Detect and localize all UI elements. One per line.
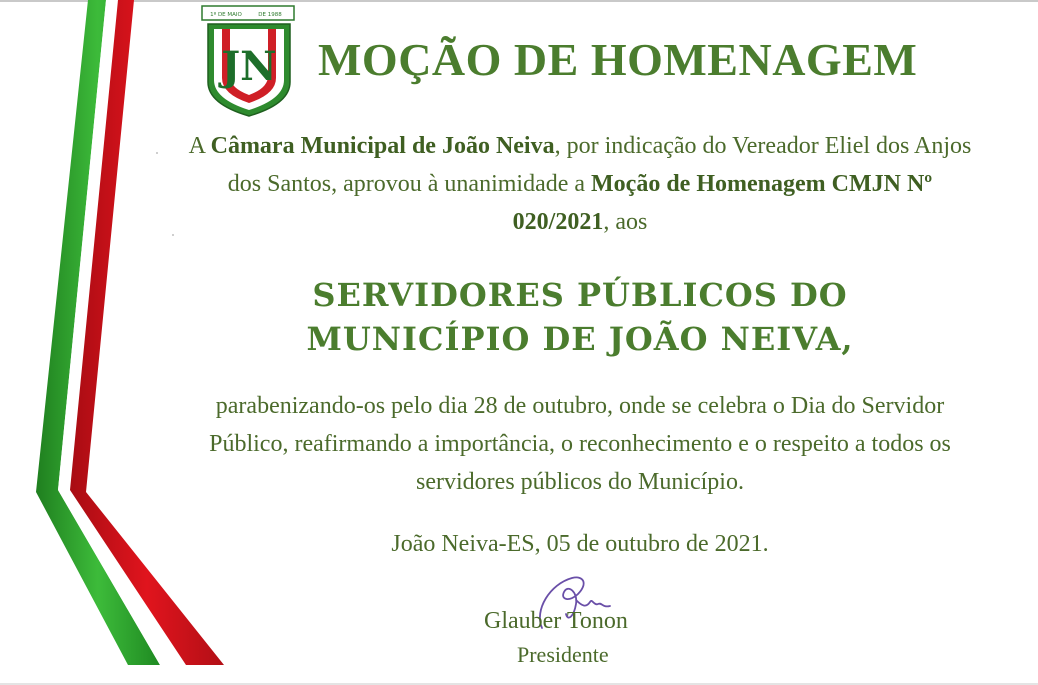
honoree-heading [185, 273, 975, 361]
svg-text:★: ★ [276, 43, 284, 52]
signatory-name: Glauber Tonon [484, 608, 628, 634]
crest-banner-left: 1º DE MAIO [210, 12, 242, 18]
message-paragraph: parabenizando-os pelo dia 28 de outubro, onde se celebra o Dia do Servidor Público, reafirmando a importância, o reconhecimento e o respeito a todos os servidores públicos do Município. [209, 393, 951, 495]
intro-text-1: A [188, 133, 211, 159]
honoree-line-1: SERVIDORES PÚBLICOS DO [312, 276, 848, 314]
intro-chamber-name: Câmara Municipal de João Neiva [210, 133, 555, 159]
intro-paragraph [185, 127, 975, 241]
city-crest-logo [200, 4, 300, 120]
svg-text:★: ★ [214, 61, 222, 70]
signatory-role: Presidente [517, 642, 609, 667]
honoree-line-2: MUNICÍPIO DE JOÃO NEIVA, [306, 320, 854, 358]
crest-initials: JN [221, 43, 277, 90]
speck [172, 234, 174, 236]
crest-banner-right: DE 1988 [258, 12, 282, 18]
document-title: MOÇÃO DE HOMENAGEM [318, 34, 918, 85]
speck [156, 152, 158, 154]
intro-text-2: , por indicação do Vereador Eliel dos Anjos dos Santos, aprovou à unanimidade a [227, 133, 972, 197]
intro-text-3: , aos [603, 209, 648, 235]
intro-motion-number: Moção de Homenagem CMJN Nº 020/2021 [512, 171, 933, 235]
svg-text:★: ★ [214, 43, 222, 52]
date-line: João Neiva-ES, 05 de outubro de 2021. [391, 531, 769, 557]
svg-text:★: ★ [276, 61, 284, 70]
